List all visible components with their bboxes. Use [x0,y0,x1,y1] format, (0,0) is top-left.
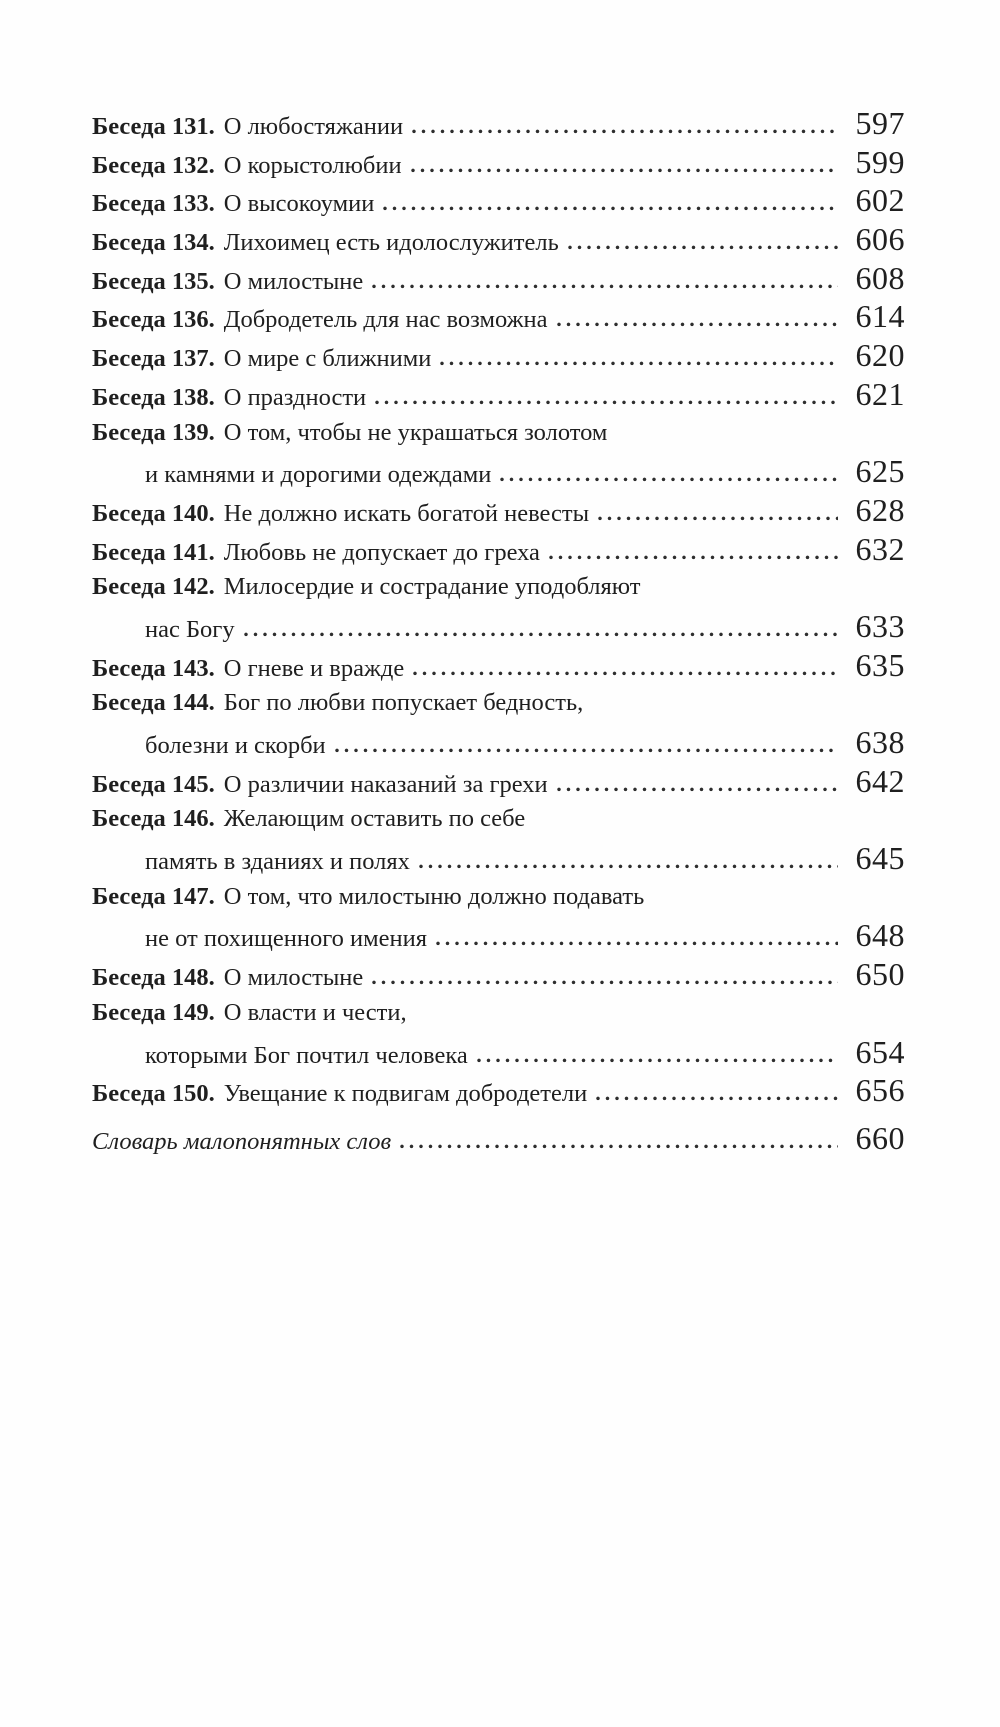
entry-title-continuation: и камнями и дорогими одеждами [145,461,492,489]
dot-leader [372,980,838,985]
entry-row-1 [92,530,905,569]
entry-page-number: 645 [855,840,905,877]
toc-entry [92,1071,905,1110]
entry-title: О мире с ближними [223,345,432,373]
entry-row-2 [92,607,905,646]
entry-page-number: 650 [855,956,905,993]
entry-label: Беседа 149. [92,998,215,1026]
toc-entry [92,181,905,220]
entry-title-continuation: болезни и скорби [145,732,326,759]
entry-row-1 [92,955,905,994]
dot-leader [568,245,838,250]
dot-leader [412,129,838,134]
dot-leader [596,1096,838,1101]
entry-row-1 [92,143,905,182]
entry-row-1 [92,1071,905,1110]
entry-page-number: 597 [855,105,905,141]
entry-page-number: 654 [855,1033,905,1070]
entry-row-1 [92,878,905,917]
entry-page-number: 633 [855,607,905,644]
entry-page-number: 606 [855,221,905,258]
toc-entry [92,375,905,414]
entry-title-continuation: не от похищенного имения [145,925,427,953]
entry-label: Беседа 135. [92,267,215,295]
toc-entry [92,143,905,182]
entry-title: Желающим оставить по себе [223,805,526,833]
entry-label: Беседа 144. [92,689,215,717]
entry-title: О любостяжании [223,113,404,140]
toc-entry [92,220,905,259]
dot-leader [413,671,838,676]
entry-label: Беседа 139. [92,418,215,446]
toc-entry [92,646,905,685]
entry-title: О гневе и вражде [223,654,405,682]
entry-label: Беседа 146. [92,805,215,833]
entry-label: Беседа 138. [92,383,215,411]
toc-list [92,104,905,1158]
entry-title: О милостыне [223,267,364,295]
entry-row-2 [92,452,905,491]
entry-title: Любовь не допускает до греха [223,538,540,566]
entry-row-2 [92,723,905,762]
entry-title: О корыстолюбии [223,151,402,179]
entry-page-number: 642 [855,762,905,799]
toc-entry [92,297,905,336]
entry-row-1 [92,336,905,375]
entry-title: Не должно искать богатой невесты [223,499,590,527]
entry-page-number: 648 [855,917,905,954]
entry-page-number: 608 [855,259,905,296]
dot-leader [419,864,838,869]
entry-label: Беседа 133. [92,190,215,218]
entry-row-2 [92,1033,905,1072]
entry-title: О праздности [223,383,367,411]
entry-title: Лихоимец есть идолослужитель [223,229,559,257]
dot-leader [400,1144,838,1149]
entry-row-1 [92,800,905,839]
entry-title: О различии наказаний за грехи [223,770,548,798]
toc-entry [92,530,905,569]
entry-title-continuation: нас Богу [145,615,235,643]
toc-entry [92,259,905,298]
entry-label: Беседа 140. [92,499,215,527]
dot-leader [335,748,838,753]
entry-title: Бог по любви попускает бедность, [223,689,584,717]
entry-label: Беседа 143. [92,654,215,682]
entry-label: Беседа 142. [92,573,215,601]
entry-page-number: 599 [855,143,905,180]
dot-leader [440,361,838,366]
entry-title: Словарь малопонятных слов [92,1127,392,1155]
entry-row-1 [92,375,905,414]
entry-row-2 [92,916,905,955]
entry-row-1 [92,414,905,453]
entry-row-1 [92,181,905,220]
entry-page-number: 621 [855,375,905,412]
entry-label: Беседа 148. [92,964,215,992]
entry-page-number: 628 [855,491,905,528]
entry-title-continuation: память в зданиях и полях [145,848,410,876]
entry-row-1 [92,762,905,801]
dot-leader [375,400,838,405]
dot-leader [598,516,838,521]
entry-title: О высокоумии [223,190,375,218]
entry-label: Беседа 136. [92,306,215,334]
entry-title-continuation: которыми Бог почтил человека [145,1041,468,1069]
dot-leader [557,787,838,792]
entry-row-1 [92,684,905,723]
entry-row-1 [92,994,905,1033]
entry-row-1 [92,491,905,530]
entry-label: Беседа 137. [92,345,215,373]
entry-row-1 [92,259,905,298]
entry-label: Беседа 132. [92,151,215,179]
dot-leader [557,322,838,327]
entry-title: О том, что милостыню должно подавать [223,882,645,910]
entry-label: Беседа 150. [92,1080,215,1108]
toc-entry [92,955,905,994]
entry-title: Милосердие и сострадание уподобляют [223,573,641,601]
entry-label: Беседа 131. [92,113,215,140]
entry-title: О милостыне [223,964,364,992]
entry-row-1 [92,297,905,336]
entry-page-number: 602 [855,182,905,219]
entry-page-number: 625 [855,453,905,490]
entry-row-1 [92,646,905,685]
toc-entry [92,491,905,530]
toc-entry [92,336,905,375]
dot-leader [549,555,838,560]
entry-title: О том, чтобы не украшаться золотом [223,418,608,446]
toc-entry [92,104,905,143]
entry-page-number: 660 [855,1119,905,1156]
entry-page-number: 638 [855,724,905,760]
entry-row-1 [92,1119,905,1158]
entry-label: Беседа 134. [92,229,215,257]
dot-leader [436,941,838,946]
dot-leader [500,477,838,482]
dot-leader [411,168,838,173]
dot-leader [477,1058,838,1063]
entry-row-1 [92,220,905,259]
entry-label: Беседа 145. [92,770,215,798]
toc-entry [92,684,905,761]
entry-page-number: 635 [855,646,905,683]
entry-row-2 [92,839,905,878]
toc-entry [92,878,905,955]
entry-page-number: 614 [855,298,905,335]
dot-leader [372,284,838,289]
entry-label: Беседа 147. [92,882,215,910]
toc-entry [92,800,905,877]
entry-row-1 [92,104,905,143]
entry-title: Увещание к подвигам добродетели [223,1080,588,1108]
toc-entry [92,414,905,491]
entry-title: О власти и чести, [223,998,407,1026]
toc-entry [92,994,905,1071]
entry-page-number: 632 [855,530,905,567]
dot-leader [383,206,838,211]
dot-leader [244,632,838,637]
entry-label: Беседа 141. [92,538,215,566]
toc-entry [92,1119,905,1158]
toc-entry [92,568,905,645]
toc-entry [92,762,905,801]
entry-title: Добродетель для нас возможна [223,306,548,334]
entry-row-1 [92,568,905,607]
entry-page-number: 656 [855,1072,905,1109]
entry-page-number: 620 [855,337,905,374]
